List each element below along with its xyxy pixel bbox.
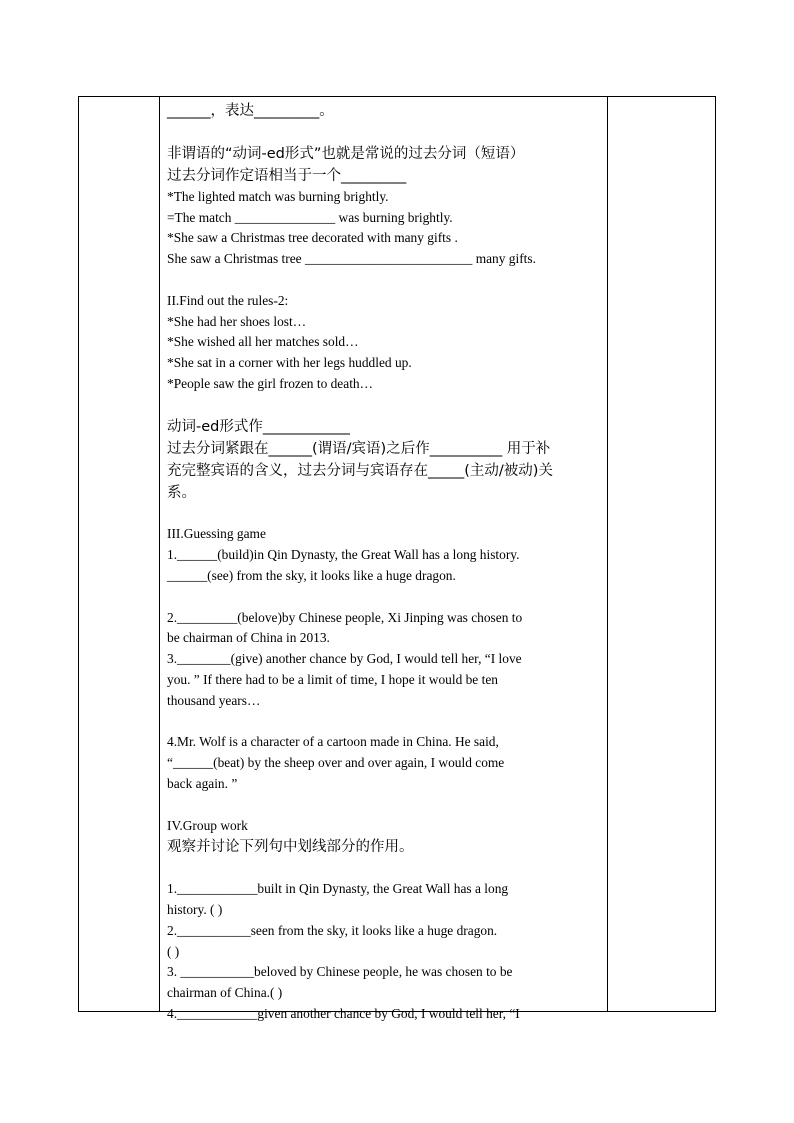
blank-line xyxy=(167,395,603,416)
text-line: *She wished all her matches sold… xyxy=(167,334,359,350)
text-line: ______(see) from the sky, it looks like a huge dragon. xyxy=(167,567,456,583)
text-line: thousand years… xyxy=(167,692,261,708)
text-line: 系。 xyxy=(167,484,196,501)
text-line: 4.____________given another chance by God, I would tell her, “I xyxy=(167,1005,520,1021)
text-line: 非谓语的“动词-ed形式”也就是常说的过去分词（短语） xyxy=(167,145,525,162)
blank-line xyxy=(167,270,603,291)
blank-line xyxy=(167,122,603,143)
text-line: history. ( ) xyxy=(167,901,223,917)
blank-line xyxy=(167,795,603,816)
text-line: 1.____________built in Qin Dynasty, the Great Wall has a long xyxy=(167,881,509,897)
text-line: II.Find out the rules-2: xyxy=(167,292,289,308)
text-line: 充完整宾语的含义，过去分词与宾语存在_____(主动/被动)关 xyxy=(167,462,553,479)
text-line: “______(beat) by the sheep over and over again, I would come xyxy=(167,755,505,771)
text-line: 过去分词紧跟在______(谓语/宾语)之后作__________ 用于补 xyxy=(167,440,551,457)
text-line: ( ) xyxy=(167,943,180,959)
blank-line xyxy=(167,858,603,879)
text-line: you. ” If there had to be a limit of time, I hope it would be ten xyxy=(167,671,498,687)
text-line: 过去分词作定语相当于一个_________ xyxy=(167,167,407,184)
text-line: *People saw the girl frozen to death… xyxy=(167,375,374,391)
text-line: 观察并讨论下列句中划线部分的作用。 xyxy=(167,839,414,856)
text-line: 1.______(build)in Qin Dynasty, the Great Wall has a long history. xyxy=(167,547,520,563)
text-line: 动词-ed形式作____________ xyxy=(167,418,350,435)
blank-line xyxy=(167,504,603,525)
text-line: back again. ” xyxy=(167,775,238,791)
text-line: *She saw a Christmas tree decorated with many gifts . xyxy=(167,230,458,246)
column-divider-left xyxy=(159,96,160,1012)
blank-line xyxy=(167,712,603,733)
text-line: chairman of China.( ) xyxy=(167,985,283,1001)
text-line: 2._________(belove)by Chinese people, Xi Jinping was chosen to xyxy=(167,609,523,625)
lesson-content xyxy=(167,100,603,1025)
text-line: III.Guessing game xyxy=(167,526,266,542)
text-line: *The lighted match was burning brightly. xyxy=(167,188,389,204)
text-line: 3. ___________beloved by Chinese people, he was chosen to be xyxy=(167,964,513,980)
text-line: *She had her shoes lost… xyxy=(167,313,307,329)
text-line: She saw a Christmas tree _________________________ many gifts. xyxy=(167,251,536,267)
text-line: 2.___________seen from the sky, it looks like a huge dragon. xyxy=(167,922,498,938)
text-line: =The match _______________ was burning brightly. xyxy=(167,209,453,225)
text-line: 3.________(give) another chance by God, I would tell her, “I love xyxy=(167,651,522,667)
text-line: IV.Group work xyxy=(167,817,248,833)
column-divider-right xyxy=(607,96,608,1012)
blank-line xyxy=(167,587,603,608)
text-line: be chairman of China in 2013. xyxy=(167,630,330,646)
text-line: 4.Mr. Wolf is a character of a cartoon made in China. He said, xyxy=(167,734,499,750)
text-line: ______，表达_________。 xyxy=(167,103,334,119)
text-line: *She sat in a corner with her legs huddled up. xyxy=(167,355,412,371)
